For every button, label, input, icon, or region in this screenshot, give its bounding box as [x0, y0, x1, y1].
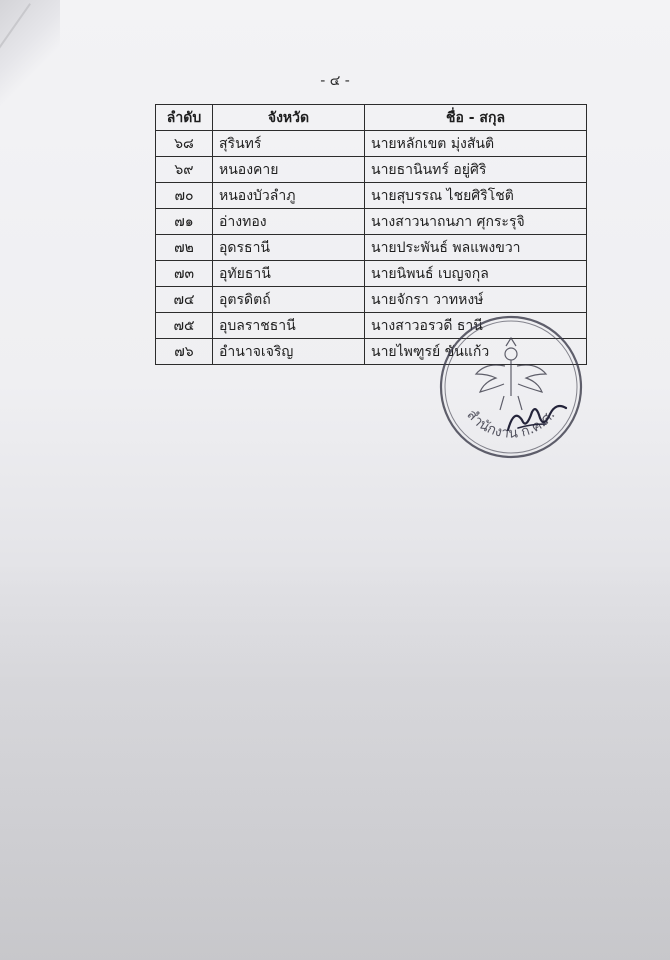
table-row [156, 157, 587, 183]
row-no: ๗๖ [156, 339, 213, 365]
table-row [156, 131, 587, 157]
header-name: ชื่อ - สกุล [365, 105, 587, 131]
row-name: นายสุบรรณ ไชยศิริโชติ [365, 183, 587, 209]
row-name: นายหลักเขต มุ่งสันติ [365, 131, 587, 157]
header-province: จังหวัด [213, 105, 365, 131]
row-name: นางสาวอรวดี ธานี [365, 313, 587, 339]
row-province: อุดรธานี [213, 235, 365, 261]
table-header-row [156, 105, 587, 131]
row-name: นายประพันธ์ พลแพงขวา [365, 235, 587, 261]
row-no: ๗๐ [156, 183, 213, 209]
row-province: อำนาจเจริญ [213, 339, 365, 365]
row-province: อุตรดิตถ์ [213, 287, 365, 313]
row-name: นายธานินทร์ อยู่ศิริ [365, 157, 587, 183]
table-row [156, 235, 587, 261]
row-province: สุรินทร์ [213, 131, 365, 157]
row-no: ๗๕ [156, 313, 213, 339]
row-province: อุทัยธานี [213, 261, 365, 287]
row-province: หนองบัวลำภู [213, 183, 365, 209]
row-no: ๗๒ [156, 235, 213, 261]
row-no: ๖๙ [156, 157, 213, 183]
table-row [156, 183, 587, 209]
garuda-emblem-icon [476, 338, 546, 410]
row-no: ๖๘ [156, 131, 213, 157]
row-name: นางสาวนาถนภา ศุกระรุจิ [365, 209, 587, 235]
row-name: นายไพฑูรย์ ขันแก้ว [365, 339, 587, 365]
row-province: อ่างทอง [213, 209, 365, 235]
table-row [156, 261, 587, 287]
page-number: - ๔ - [320, 73, 350, 89]
row-province: หนองคาย [213, 157, 365, 183]
row-no: ๗๓ [156, 261, 213, 287]
row-name: นายนิพนธ์ เบญจกุล [365, 261, 587, 287]
row-name: นายจักรา วาทหงษ์ [365, 287, 587, 313]
office-seal [436, 312, 586, 462]
table-row [156, 287, 587, 313]
page-curl [0, 0, 60, 120]
table-row [156, 209, 587, 235]
page-shadow [0, 560, 670, 960]
row-no: ๗๔ [156, 287, 213, 313]
row-no: ๗๑ [156, 209, 213, 235]
row-province: อุบลราชธานี [213, 313, 365, 339]
header-no: ลำดับ [156, 105, 213, 131]
seal-text: สำนักงาน ก.ค.ศ. [463, 406, 559, 442]
